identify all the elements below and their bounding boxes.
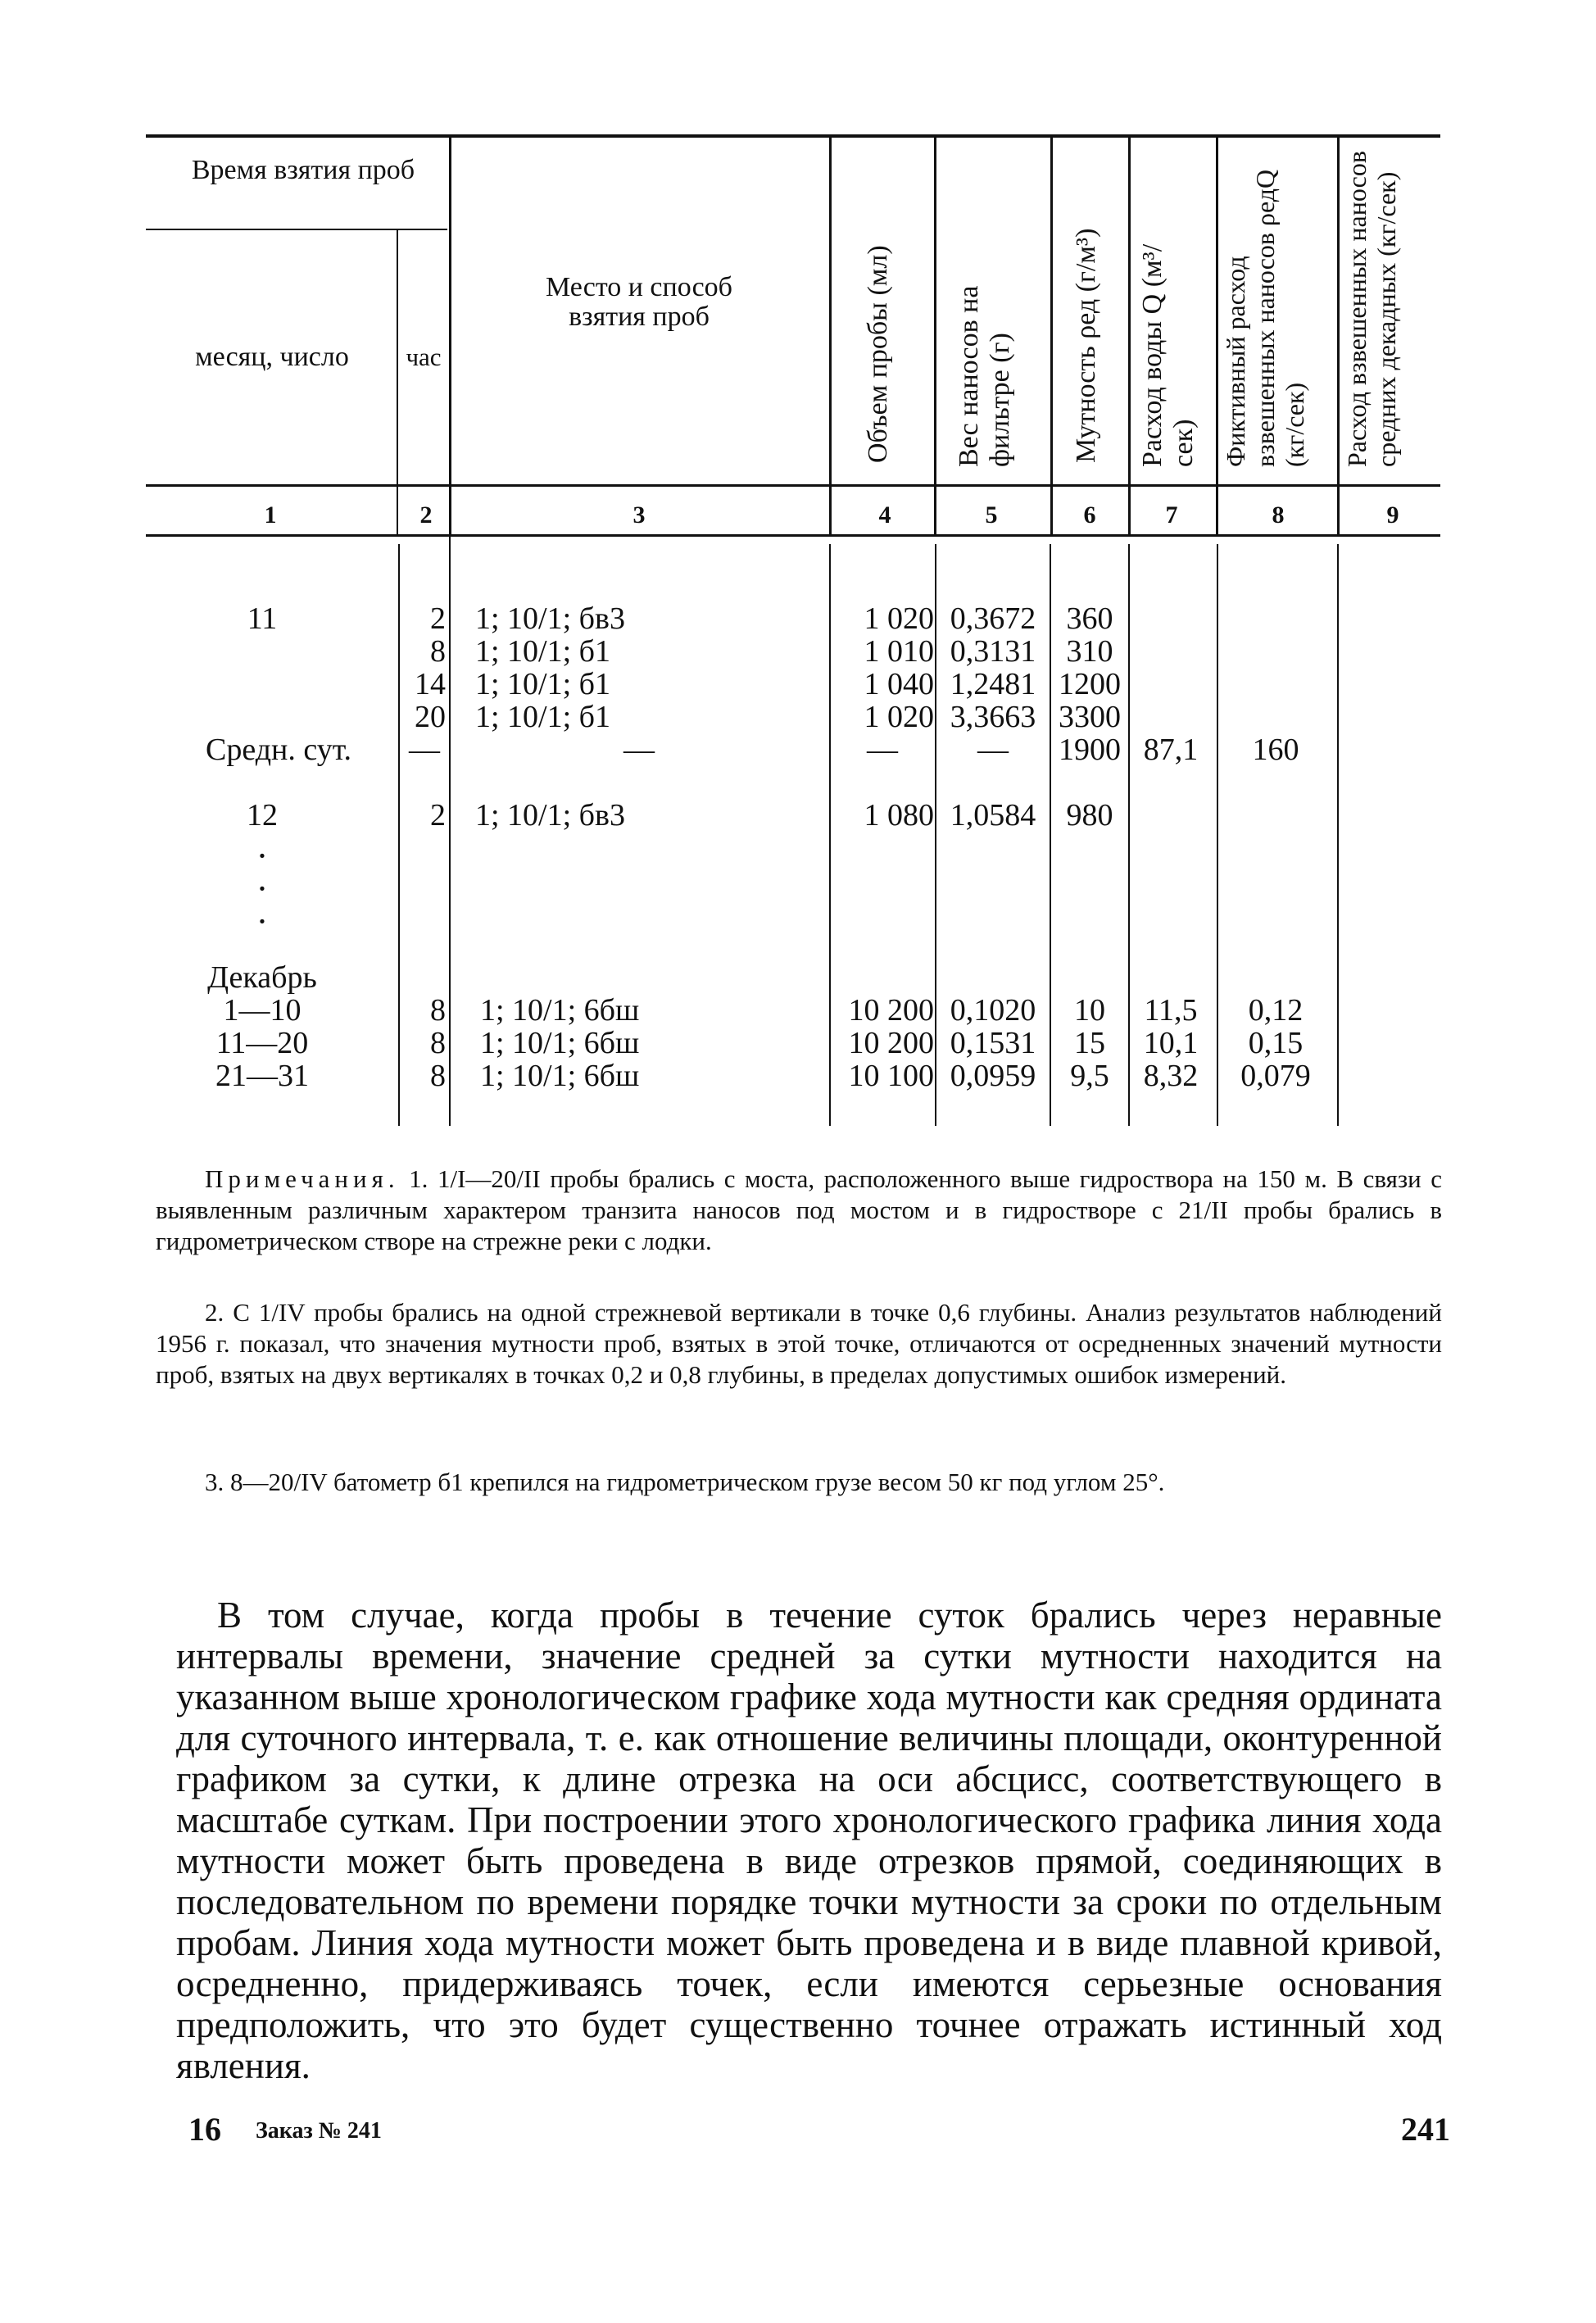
cell-hour: — — [409, 733, 440, 767]
cell-turbidity: 310 — [1066, 634, 1113, 669]
header-bottom-rule — [146, 484, 1440, 487]
notes-label: Примечания. — [205, 1164, 400, 1193]
cell-weight: 1,2481 — [950, 667, 1036, 701]
ellipsis-dot: · — [256, 836, 269, 876]
cell-date: 11—20 — [215, 1026, 309, 1060]
note-1 — [156, 1164, 1442, 1257]
header-sediment-weight: Вес наносов на фильтре (г) — [954, 285, 1015, 467]
cell-date: 1—10 — [223, 993, 302, 1028]
cell-weight: 0,3131 — [950, 634, 1036, 669]
cell-turbidity: 10 — [1074, 993, 1105, 1028]
body-divider-hour-place — [449, 524, 451, 1126]
header-divider-weight-turbidity — [1050, 136, 1053, 534]
cell-discharge: 87,1 — [1143, 733, 1199, 767]
note-1-text: 1. 1/I—20/II пробы брались с моста, расположенного выше гидроствора на 150 м. В связи с выявленным различным характером транзита наносов под мостом и в гидростворе с 21/II пробы брались в гидрометрическом створе на стрежне реки с лодки. — [156, 1164, 1442, 1255]
cell-place: — — [623, 733, 655, 767]
cell-date: 21—31 — [215, 1059, 309, 1093]
column-number: 3 — [633, 501, 646, 529]
cell-weight: 1,0584 — [950, 798, 1036, 833]
cell-fictitious: 0,079 — [1240, 1059, 1311, 1093]
header-fictitious-discharge: Фиктивный расход взвешенных наносов ρедQ (кг/сек) — [1221, 169, 1309, 467]
cell-place: 1; 10/1; бв3 — [475, 798, 625, 833]
header-sample-volume: Объем пробы (мл) — [863, 245, 893, 463]
header-divider-date-hour — [397, 230, 398, 534]
cell-volume: 1 040 — [864, 667, 934, 701]
header-month-day: месяц, число — [195, 342, 349, 372]
time-group-rule — [146, 229, 447, 230]
header-hour: час — [406, 343, 442, 371]
cell-turbidity: 980 — [1066, 798, 1113, 833]
cell-date: 11 — [247, 601, 278, 636]
header-divider-turbidity-discharge — [1128, 136, 1131, 534]
cell-turbidity: 1900 — [1059, 733, 1121, 767]
cell-weight: — — [977, 733, 1009, 767]
column-number: 4 — [878, 501, 891, 529]
column-number: 2 — [419, 501, 433, 529]
ellipsis-dot: · — [256, 901, 269, 941]
column-number: 7 — [1165, 501, 1178, 529]
cell-hour: 14 — [415, 667, 446, 701]
cell-discharge: 10,1 — [1143, 1026, 1199, 1060]
cell-turbidity: 360 — [1066, 601, 1113, 636]
header-divider-fictitious-suspended — [1337, 136, 1340, 534]
cell-discharge: 8,32 — [1143, 1059, 1199, 1093]
cell-date: Средн. сут. — [206, 733, 351, 767]
cell-volume: 1 020 — [864, 601, 934, 636]
cell-hour: 2 — [430, 601, 446, 636]
footer-order: Заказ № 241 — [256, 2118, 382, 2144]
footer-signature: 16 — [188, 2111, 221, 2148]
column-number: 6 — [1083, 501, 1096, 529]
body-divider-fictitious-suspended — [1337, 544, 1339, 1126]
cell-turbidity: 1200 — [1059, 667, 1121, 701]
cell-hour: 8 — [430, 634, 446, 669]
cell-weight: 0,3672 — [950, 601, 1036, 636]
body-paragraph: В том случае, когда пробы в течение суток брались через неравные интервалы времени, значение средней за сутки мутности находится на указанном выше хронологическом графике хода мутности как средняя ордината для суточного интервала, т. е. как отношение величины площади, оконтуренной графиком за сутки, к длине отрезка на оси абсцисс, соответствующего в масштабе суткам. При построении этого хронологического графика линия хода мутности может быть проведена в виде отрезков прямой, соединяющих в последовательном по времени порядке точки мутности за сроки по отдельным пробам. Линия хода мутности может быть проведена и в виде плавной кривой, осредненно, придерживаясь точек, если имеются серьезные основания предположить, что это будет существенно точнее отражать истинный ход явления. — [176, 1595, 1442, 2086]
cell-hour: 20 — [415, 700, 446, 734]
header-divider-place-volume — [829, 136, 832, 534]
page-number: 241 — [1401, 2111, 1450, 2148]
note-2: 2. С 1/IV пробы брались на одной стрежневой вертикали в точке 0,6 глубины. Анализ результатов наблюдений 1956 г. показал, что значения мутности проб, взятых в этой точке, отличаются от осредненных значений мутности проб, взятых на двух вертикалях в точках 0,2 и 0,8 глубины, в пределах допустимых ошибок измерений. — [156, 1298, 1442, 1389]
cell-place: 1; 10/1; бв3 — [475, 601, 625, 636]
cell-volume: — — [867, 733, 898, 767]
column-number: 5 — [985, 501, 998, 529]
cell-fictitious: 0,12 — [1248, 993, 1304, 1028]
note-3: 3. 8—20/IV батометр б1 крепился на гидрометрическом грузе весом 50 кг под углом 25°. — [205, 1468, 1165, 1496]
cell-turbidity: 3300 — [1059, 700, 1121, 734]
cell-weight: 3,3663 — [950, 700, 1036, 734]
header-suspended-discharge: Расход взвешенных наносов средних декадных (кг/сек) — [1342, 151, 1401, 467]
cell-date: Декабрь — [207, 960, 317, 995]
cell-turbidity: 15 — [1074, 1026, 1105, 1060]
cell-volume: 1 080 — [864, 798, 934, 833]
cell-place: 1; 10/1; 6бш — [480, 993, 640, 1028]
header-divider-volume-weight — [934, 136, 936, 534]
cell-discharge: 11,5 — [1144, 993, 1198, 1028]
cell-turbidity: 9,5 — [1070, 1059, 1109, 1093]
header-time-group: Время взятия проб — [191, 155, 415, 185]
column-number: 9 — [1386, 501, 1399, 529]
cell-hour: 2 — [430, 798, 446, 833]
ellipsis-dot: · — [256, 869, 269, 909]
column-number: 8 — [1272, 501, 1285, 529]
column-number-rule — [146, 534, 1440, 537]
cell-place: 1; 10/1; б1 — [475, 700, 611, 734]
cell-hour: 8 — [430, 1059, 446, 1093]
cell-hour: 8 — [430, 1026, 446, 1060]
header-water-discharge: Расход воды Q (м³/сек) — [1137, 243, 1199, 467]
cell-volume: 1 010 — [864, 634, 934, 669]
cell-volume: 1 020 — [864, 700, 934, 734]
header-place-method: Место и способ взятия проб — [546, 272, 732, 332]
column-number: 1 — [264, 501, 277, 529]
cell-weight: 0,0959 — [950, 1059, 1036, 1093]
header-turbidity: Мутность ρед (г/м³) — [1071, 228, 1101, 463]
header-divider-time-place — [449, 136, 451, 534]
cell-place: 1; 10/1; 6бш — [480, 1059, 640, 1093]
cell-hour: 8 — [430, 993, 446, 1028]
cell-fictitious: 0,15 — [1248, 1026, 1304, 1060]
cell-volume: 10 200 — [848, 993, 934, 1028]
cell-volume: 10 100 — [848, 1059, 934, 1093]
cell-weight: 0,1020 — [950, 993, 1036, 1028]
cell-place: 1; 10/1; б1 — [475, 634, 611, 669]
cell-place: 1; 10/1; б1 — [475, 667, 611, 701]
cell-date: 12 — [247, 798, 278, 833]
cell-place: 1; 10/1; 6бш — [480, 1026, 640, 1060]
cell-fictitious: 160 — [1252, 733, 1299, 767]
header-divider-discharge-fictitious — [1216, 136, 1218, 534]
cell-volume: 10 200 — [848, 1026, 934, 1060]
cell-weight: 0,1531 — [950, 1026, 1036, 1060]
